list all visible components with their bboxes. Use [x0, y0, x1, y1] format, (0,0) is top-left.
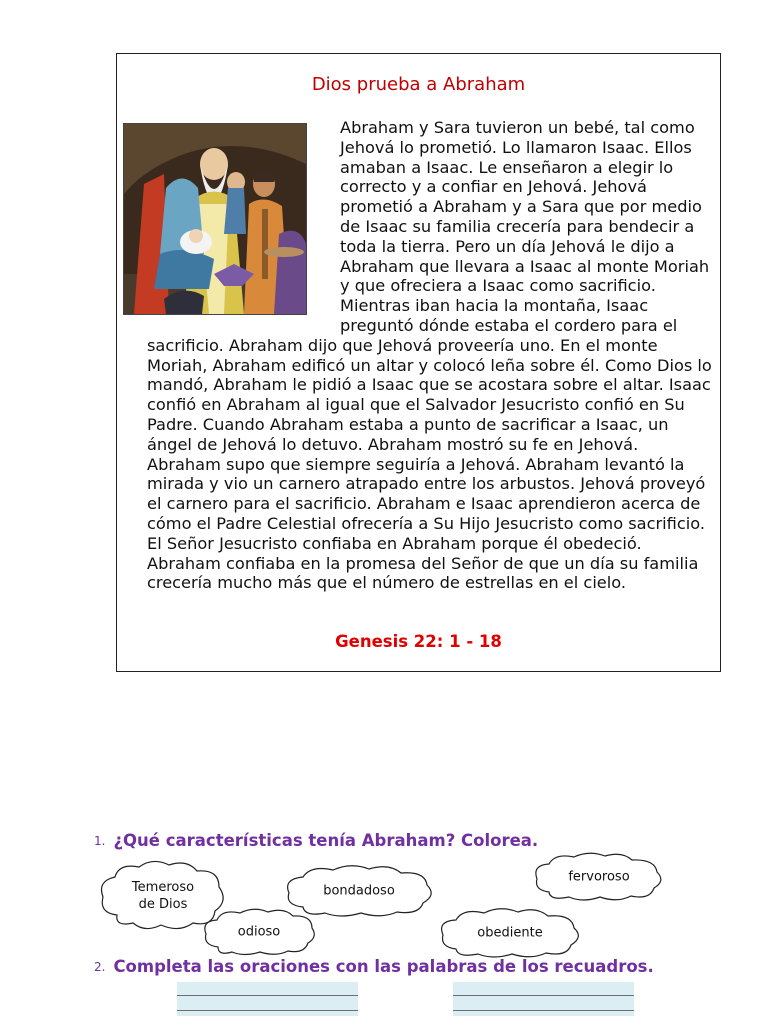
answer-rule	[177, 995, 358, 996]
cloud-label: bondadoso	[323, 883, 395, 899]
cloud-label: odioso	[237, 924, 281, 940]
story-paragraph: Abraham y Sara tuvieron un bebé, tal como Jehová lo prometió. Lo llamaron Isaac. Ellos amaban a Isaac. Le enseñaron a elegir lo correcto y a confiar en Jehová. Jehová prometió a Abraham y a Sara que por medio de Isaac su familia crecería para bendecir a toda la tierra. Pero un día Jehová le dijo a Abraham que llevara a Isaac al monte Moriah y que ofreciera a Isaac como sacrificio. Mientras iban hacia la montaña, Isaac preguntó dónde estaba el cordero para el sacrificio. Abraham dijo que Jehová proveería uno. En el monte Moriah, Abraham edificó un altar y colocó leña sobre él. Como Dios lo mandó, Abraham le pidió a Isaac que se acostara sobre el altar. Isaac confió en Abraham al igual que el Salvador Jesucristo confió en Su Padre. Cuando Abraham estaba a punto de sacrificar a Isaac, un ángel de Jehová lo detuvo. Abraham mostró su fe en Jehová. Abraham supo que siempre seguiría a Jehová. Abraham levantó la mirada y vio un carnero atrapado entre los arbustos. Jehová proveyó el carnero para el sacrificio. Abraham e Isaac aprendieron acerca de cómo el Padre Celestial ofrecería a Su Hijo Jesucristo como sacrificio. El Señor Jesucristo confiaba en Abraham porque él obedeció. Abraham confiaba en la promesa del Señor de que un día su familia crecería mucho más que el número de estrellas en el cielo.	[147, 118, 712, 593]
cloud-label: Temeroso de Dios	[131, 880, 195, 912]
answer-rule	[453, 1010, 634, 1011]
cloud-label: obediente	[477, 925, 543, 941]
question-number: 1.	[94, 834, 106, 848]
story-box	[116, 53, 721, 672]
answer-box-left[interactable]	[177, 982, 358, 1016]
answer-rule	[453, 995, 634, 996]
answer-box-right[interactable]	[453, 982, 634, 1016]
cloud-obediente[interactable]	[436, 906, 584, 960]
story-title: Dios prueba a Abraham	[311, 74, 526, 95]
story-text	[147, 118, 715, 593]
image-wrap-spacer	[147, 118, 340, 318]
question-number: 2.	[94, 960, 106, 974]
question-1	[94, 831, 538, 850]
question-text: Completa las oraciones con las palabras de los recuadros.	[113, 957, 654, 976]
cloud-fervoroso[interactable]	[531, 851, 667, 903]
bible-reference: Genesis 22: 1 - 18	[335, 632, 502, 651]
cloud-odioso[interactable]	[200, 907, 318, 957]
question-2	[94, 957, 654, 976]
answer-rule	[177, 1010, 358, 1011]
cloud-label: fervoroso	[568, 869, 630, 885]
question-text: ¿Qué características tenía Abraham? Colorea.	[113, 831, 539, 850]
